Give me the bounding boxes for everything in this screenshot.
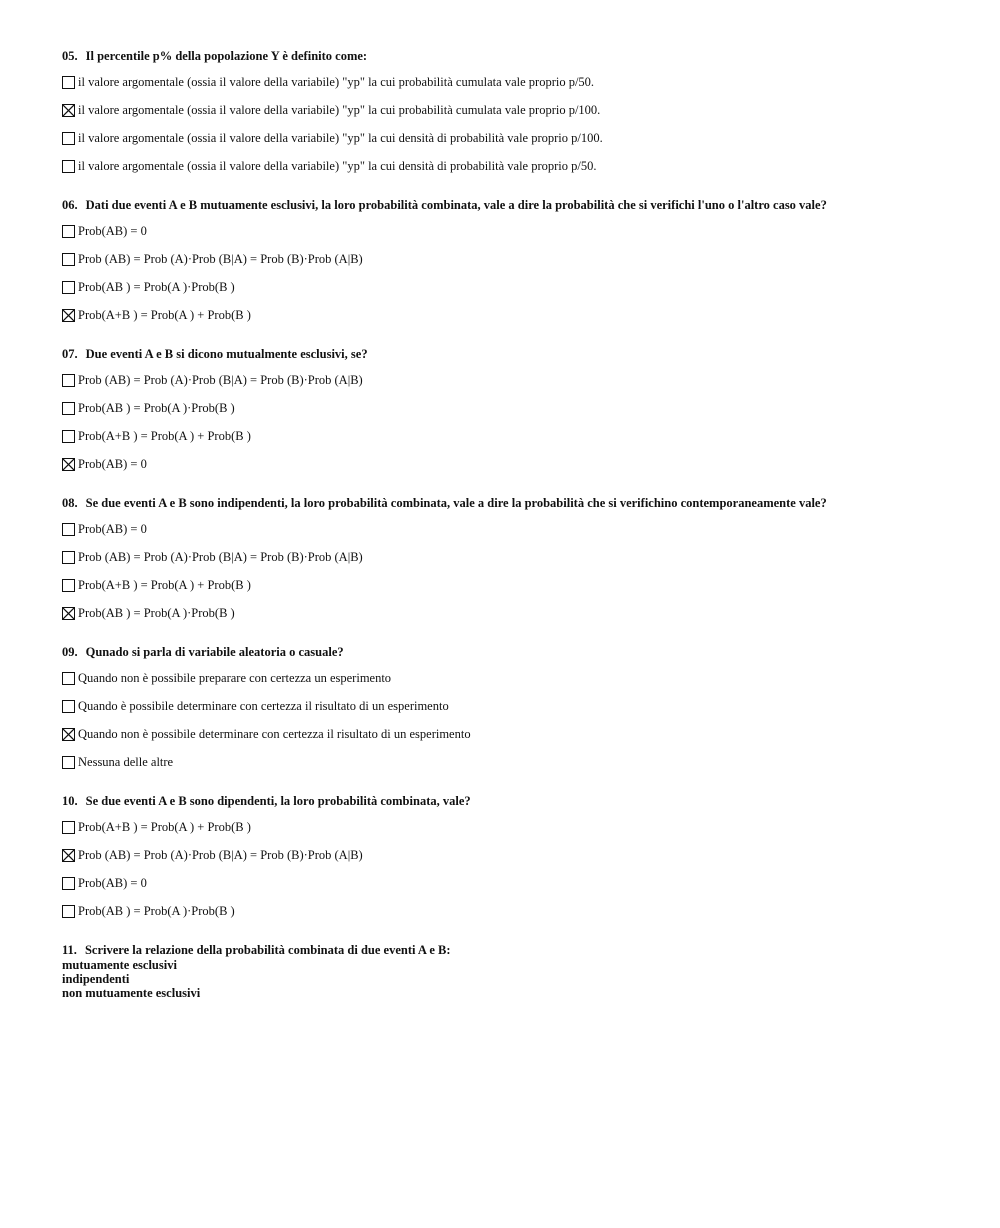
empty-checkbox[interactable] (62, 877, 75, 890)
empty-checkbox[interactable] (62, 132, 75, 145)
empty-checkbox[interactable] (62, 700, 75, 713)
answer-option[interactable] (62, 841, 962, 869)
question-title (62, 49, 962, 64)
empty-checkbox[interactable] (62, 905, 75, 918)
empty-checkbox[interactable] (62, 225, 75, 238)
option-label: il valore argomentale (ossia il valore della variabile) "yp" la cui densità di probabilità vale proprio p/50. (78, 158, 597, 173)
question-title (62, 347, 962, 362)
option-label: Prob(AB ) = Prob(A )·Prob(B ) (78, 605, 235, 620)
option-label: Prob(AB) = 0 (78, 456, 147, 471)
question-number: 11. (62, 943, 77, 957)
option-label: il valore argomentale (ossia il valore della variabile) "yp" la cui densità di probabilità vale proprio p/100. (78, 130, 603, 145)
question-title (62, 198, 962, 213)
empty-checkbox[interactable] (62, 756, 75, 769)
question-text: Dati due eventi A e B mutuamente esclusivi, la loro probabilità combinata, vale a dire la probabilità che si verifichi l'uno o l'altro caso vale? (85, 198, 827, 212)
question-title (62, 794, 962, 809)
option-label: Quando non è possibile determinare con certezza il risultato di un esperimento (78, 726, 471, 741)
empty-checkbox[interactable] (62, 672, 75, 685)
option-label: il valore argomentale (ossia il valore della variabile) "yp" la cui probabilità cumulata vale proprio p/100. (78, 102, 601, 117)
answer-option[interactable] (62, 543, 962, 571)
empty-checkbox[interactable] (62, 374, 75, 387)
question-number: 07. (62, 347, 78, 361)
empty-checkbox[interactable] (62, 430, 75, 443)
checked-checkbox[interactable] (62, 458, 75, 471)
option-label: Nessuna delle altre (78, 754, 174, 769)
checked-checkbox[interactable] (62, 309, 75, 322)
option-label: Prob (AB) = Prob (A)·Prob (B|A) = Prob (B)·Prob (A|B) (78, 251, 363, 266)
option-label: Quando non è possibile preparare con certezza un esperimento (78, 670, 392, 685)
question-3 (62, 496, 962, 627)
question-number: 08. (62, 496, 78, 510)
empty-checkbox[interactable] (62, 523, 75, 536)
empty-checkbox[interactable] (62, 402, 75, 415)
question-title (62, 645, 962, 660)
option-label: Prob(A+B ) = Prob(A ) + Prob(B ) (78, 577, 251, 592)
answer-option[interactable] (62, 245, 962, 273)
answer-option[interactable] (62, 96, 962, 124)
question-number: 06. (62, 198, 78, 212)
empty-checkbox[interactable] (62, 579, 75, 592)
empty-checkbox[interactable] (62, 253, 75, 266)
cross-mark-icon (63, 310, 74, 321)
answer-option[interactable] (62, 450, 962, 478)
quiz-page (62, 49, 962, 1000)
answer-option[interactable] (62, 599, 962, 627)
answer-option[interactable] (62, 748, 962, 776)
question-5 (62, 794, 962, 925)
option-label: Prob (AB) = Prob (A)·Prob (B|A) = Prob (B)·Prob (A|B) (78, 549, 363, 564)
option-label: Prob (AB) = Prob (A)·Prob (B|A) = Prob (B)·Prob (A|B) (78, 847, 363, 862)
answer-option[interactable] (62, 869, 962, 897)
question-title (62, 496, 962, 511)
checked-checkbox[interactable] (62, 728, 75, 741)
answer-option[interactable] (62, 217, 962, 245)
option-label: Prob(AB ) = Prob(A )·Prob(B ) (78, 903, 235, 918)
answer-option[interactable] (62, 394, 962, 422)
open-question-line-non-mutuamente-esclusivi: non mutuamente esclusivi (62, 986, 201, 1000)
question-text: Qunado si parla di variabile aleatoria o casuale? (85, 645, 344, 659)
option-label: Prob(AB) = 0 (78, 521, 147, 536)
answer-option[interactable] (62, 897, 962, 925)
answer-option[interactable] (62, 152, 962, 180)
answer-option[interactable] (62, 124, 962, 152)
empty-checkbox[interactable] (62, 281, 75, 294)
question-number: 10. (62, 794, 78, 808)
option-label: Prob(AB ) = Prob(A )·Prob(B ) (78, 400, 235, 415)
answer-option[interactable] (62, 720, 962, 748)
option-label: Prob (AB) = Prob (A)·Prob (B|A) = Prob (B)·Prob (A|B) (78, 372, 363, 387)
question-text: Due eventi A e B si dicono mutualmente esclusivi, se? (85, 347, 368, 361)
answer-option[interactable] (62, 273, 962, 301)
open-question-line-indipendenti: indipendenti (62, 972, 130, 986)
option-label: Prob(AB) = 0 (78, 875, 147, 890)
checked-checkbox[interactable] (62, 607, 75, 620)
option-label: Quando è possibile determinare con certezza il risultato di un esperimento (78, 698, 449, 713)
option-label: Prob(A+B ) = Prob(A ) + Prob(B ) (78, 819, 251, 834)
question-4 (62, 645, 962, 776)
cross-mark-icon (63, 850, 74, 861)
option-label: Prob(A+B ) = Prob(A ) + Prob(B ) (78, 307, 251, 322)
answer-option[interactable] (62, 422, 962, 450)
answer-option[interactable] (62, 301, 962, 329)
cross-mark-icon (63, 105, 74, 116)
empty-checkbox[interactable] (62, 160, 75, 173)
cross-mark-icon (63, 608, 74, 619)
question-title (62, 943, 962, 958)
open-question-line-mutuamente-esclusivi: mutuamente esclusivi (62, 958, 177, 972)
cross-mark-icon (63, 729, 74, 740)
cross-mark-icon (63, 459, 74, 470)
checked-checkbox[interactable] (62, 849, 75, 862)
question-0 (62, 49, 962, 180)
open-question (62, 943, 962, 1000)
question-text: Scrivere la relazione della probabilità combinata di due eventi A e B: (84, 943, 451, 957)
question-list (62, 49, 962, 925)
empty-checkbox[interactable] (62, 821, 75, 834)
question-text: Se due eventi A e B sono indipendenti, la loro probabilità combinata, vale a dire la probabilità che si verifichino contemporaneamente vale? (85, 496, 827, 510)
answer-option[interactable] (62, 664, 962, 692)
answer-option[interactable] (62, 515, 962, 543)
option-label: Prob(A+B ) = Prob(A ) + Prob(B ) (78, 428, 251, 443)
question-1 (62, 198, 962, 329)
question-text: Se due eventi A e B sono dipendenti, la loro probabilità combinata, vale? (85, 794, 471, 808)
answer-option[interactable] (62, 68, 962, 96)
question-number: 09. (62, 645, 78, 659)
question-2 (62, 347, 962, 478)
answer-option[interactable] (62, 692, 962, 720)
empty-checkbox[interactable] (62, 551, 75, 564)
answer-option[interactable] (62, 366, 962, 394)
question-text: Il percentile p% della popolazione Y è definito come: (85, 49, 368, 63)
answer-option[interactable] (62, 571, 962, 599)
answer-option[interactable] (62, 813, 962, 841)
empty-checkbox[interactable] (62, 76, 75, 89)
option-label: il valore argomentale (ossia il valore della variabile) "yp" la cui probabilità cumulata vale proprio p/50. (78, 74, 595, 89)
question-number: 05. (62, 49, 78, 63)
option-label: Prob(AB) = 0 (78, 223, 147, 238)
checked-checkbox[interactable] (62, 104, 75, 117)
option-label: Prob(AB ) = Prob(A )·Prob(B ) (78, 279, 235, 294)
